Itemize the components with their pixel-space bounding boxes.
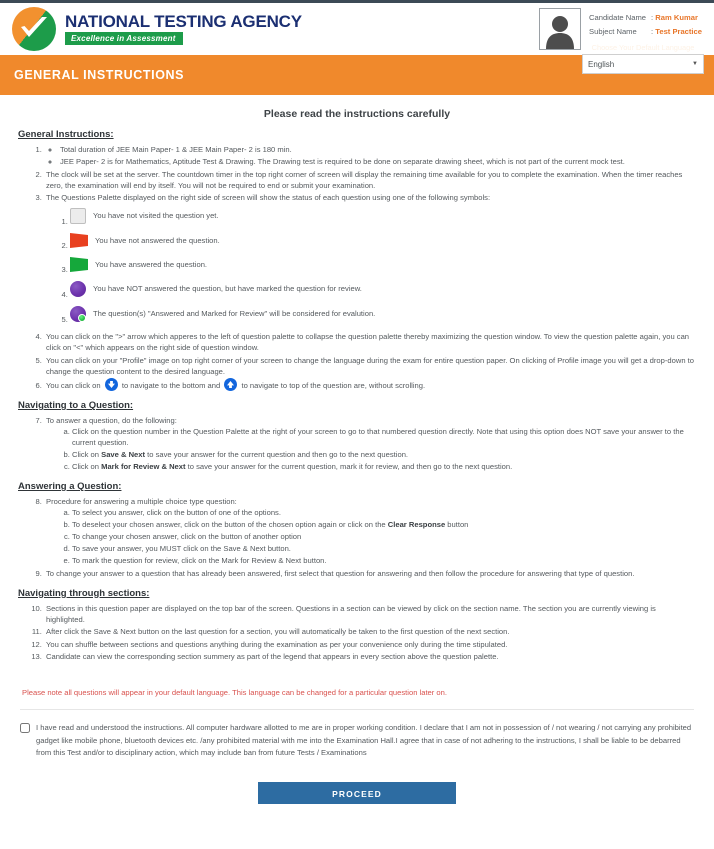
text-pre: To deselect your chosen answer, click on the button of the chosen option again or click on the: [72, 520, 388, 529]
list-item: d. To save your answer, you MUST click on the Save & Next button.: [72, 543, 696, 554]
list-item: 11. After click the Save & Next button on the last question for a section, you will automatically be taken to the first question of the next section.: [44, 626, 696, 637]
list-item: a. To select you answer, click on the button of one of the options.: [72, 507, 696, 518]
not-visited-square-icon: [70, 208, 86, 224]
list-item: 2. The clock will be set at the server. The countdown timer in the top right corner of screen will display the remaining time available for you to complete the examination. When the timer reaches zero, the examination will end by itself. You will not be required to end or submit your examination.: [44, 169, 696, 191]
list-item: 4. You can click on the ">" arrow which apperes to the left of question palette to collapse the question palette thereby maximizing the question window. To view the question palette again, you can click on "<" which appears on the right side of question window.: [44, 331, 696, 353]
brand-title: NATIONAL TESTING AGENCY: [65, 12, 302, 31]
declaration-text: I have read and understood the instructions. All computer hardware allotted to me are in proper working condition. I declare that I am not in possession of / not wearing / not carrying any prohibited gadget like mobile phone, bluetooth devices etc. /any prohibited material with me into the Examination Hall.I agree that in case of not adhering to the instructions, I shall be liable to be debarred from this Test and/or to disciplinary action, which may include ban from future Tests / Examinations: [36, 723, 692, 758]
candidate-name-value: Ram Kumar: [655, 13, 698, 22]
proceed-button[interactable]: PROCEED: [258, 782, 456, 804]
list-item: ◦ JEE Paper- 2 is for Mathematics, Aptitude Test & Drawing. The Drawing test is required to be done on separate drawing sheet, which is not part of the current mock test.: [60, 156, 696, 167]
answering-sublist: [46, 507, 696, 566]
list-item: 10. Sections in this question paper are displayed on the top bar of the screen. Questions in a section can be viewed by click on the section name. The section you are currently viewing is highlighted.: [44, 603, 696, 625]
language-chooser: [582, 43, 704, 74]
question-status-symbols-list: [46, 208, 696, 322]
marked-for-review-circle-icon: [70, 281, 86, 297]
navigating-list: [18, 415, 696, 472]
subject-name-separator: :: [651, 27, 654, 37]
candidate-name-separator: :: [651, 13, 654, 22]
list-item: c. To change your chosen answer, click on the button of another option: [72, 531, 696, 542]
list-item: [44, 415, 696, 472]
arrow-down-circle-icon: [105, 378, 118, 391]
text-pre: Click on: [72, 462, 102, 471]
brand-logo: [12, 7, 302, 51]
list-item: [70, 233, 696, 248]
not-answered-flag-icon: [70, 233, 88, 248]
symbol-label: 5. The question(s) "Answered and Marked for Review" will be considered for evalution.: [93, 309, 376, 319]
language-label: Choose Your Default Language: [591, 43, 695, 52]
chevron-down-icon: ▼: [692, 61, 698, 67]
language-selected-value: English: [588, 59, 615, 69]
nta-logo-icon: [12, 7, 56, 51]
section-title-bar: [0, 43, 714, 95]
avatar: [539, 8, 581, 50]
answered-flag-icon: [70, 257, 88, 272]
answered-and-marked-circle-icon: [70, 306, 86, 322]
symbols-intro: The Questions Palette displayed on the right side of screen will show the status of each question using one of the following symbols:: [46, 193, 491, 202]
text-post: to save your answer for the current question and then go to the next question.: [145, 450, 409, 459]
save-and-next-label: Save & Next: [101, 450, 146, 459]
person-icon: [544, 13, 576, 49]
answering-question-heading: Answering a Question:: [18, 481, 122, 492]
divider: [20, 709, 694, 710]
page-title: GENERAL INSTRUCTIONS: [14, 68, 185, 82]
text-pre: Click on: [72, 450, 102, 459]
instructions-content: [0, 95, 714, 804]
agree-checkbox[interactable]: [20, 723, 30, 733]
general-instructions-list: [18, 144, 696, 391]
list-item: e. To mark the question for review, click on the Mark for Review & Next button.: [72, 555, 696, 566]
list-item: [44, 496, 696, 566]
list-item: [44, 192, 696, 322]
item6-part-b: to navigate to the bottom and: [121, 381, 221, 390]
symbol-label: 3. You have answered the question.: [95, 259, 208, 269]
proceed-row: [18, 782, 696, 804]
default-language-note: Please note all questions will appear in your default language. This language can be changed for a particular question later on.: [22, 688, 447, 697]
subject-name-label: Subject Name: [589, 27, 637, 37]
candidate-name-label: Candidate Name: [589, 13, 647, 22]
general-item1-sublist: [46, 144, 696, 167]
list-item: [44, 144, 696, 167]
list-item: [72, 519, 696, 530]
list-item: 9. To change your answer to a question that has already been answered, first select that question for answering and then follow the procedure for answering that type of question.: [44, 568, 696, 579]
brand-tagline: Excellence in Assessment: [65, 32, 183, 45]
list-item: [70, 257, 696, 272]
item6-part-a: You can click on: [46, 381, 101, 390]
declaration-row: [18, 722, 696, 760]
list-item: ◦ 1. Total duration of JEE Main Paper- 1 & JEE Main Paper- 2 is 180 min.: [60, 144, 696, 155]
general-instructions-heading: General Instructions:: [18, 129, 114, 140]
answering-list: [18, 496, 696, 579]
subject-name-row: [589, 25, 702, 39]
list-item: [44, 378, 696, 391]
text-post: to save your answer for the current question, mark it for review, and then go to the next question.: [185, 462, 513, 471]
symbol-label: 1. You have not visited the question yet.: [93, 211, 219, 221]
list-item: [70, 281, 696, 297]
navigating-to-question-heading: Navigating to a Question:: [18, 400, 134, 411]
item8-intro: Procedure for answering a multiple choice type question:: [46, 497, 237, 506]
list-item: a. Click on the question number in the Question Palette at the right of your screen to go to that numbered question directly. Note that using this option does NOT save your answer to the current question.: [72, 426, 696, 448]
language-select[interactable]: [582, 54, 704, 74]
symbol-label: 4. You have NOT answered the question, but have marked the question for review.: [93, 284, 362, 294]
list-item: 5. You can click on your "Profile" image on top right corner of your screen to change the language during the exam for entire question paper. On clicking of Profile image you will get a drop-down to change the question content to the desired language.: [44, 355, 696, 377]
item6-part-c: to navigate to top of the question are, without scrolling.: [241, 381, 426, 390]
navigating-sublist: [46, 426, 696, 472]
answered-dot-icon: [78, 314, 86, 322]
navigating-sections-heading: Navigating through sections:: [18, 587, 150, 599]
clear-response-label: Clear Response: [387, 520, 446, 529]
list-item: [72, 449, 696, 460]
subject-name-value: Test Practice: [655, 27, 702, 37]
candidate-name-row: [589, 11, 702, 25]
instructions-heading: Please read the instructions carefully: [263, 108, 451, 120]
list-item: [70, 306, 696, 322]
symbol-label: 2. You have not answered the question.: [95, 235, 220, 245]
list-item: 12. You can shuffle between sections and questions anything during the examination as per your convenience only during the time stipulated.: [44, 639, 696, 650]
arrow-up-circle-icon: [224, 378, 237, 391]
sections-list: [18, 603, 696, 663]
list-item: [70, 208, 696, 224]
list-item: [72, 461, 696, 472]
checkmark-icon: [20, 16, 48, 40]
mark-for-review-next-label: Mark for Review & Next: [101, 462, 186, 471]
list-item: 13. Candidate can view the corresponding section summery as part of the legend that appears in every section above the question palette.: [44, 651, 696, 662]
item7-intro: To answer a question, do the following:: [46, 416, 177, 425]
text-post: button: [445, 520, 469, 529]
